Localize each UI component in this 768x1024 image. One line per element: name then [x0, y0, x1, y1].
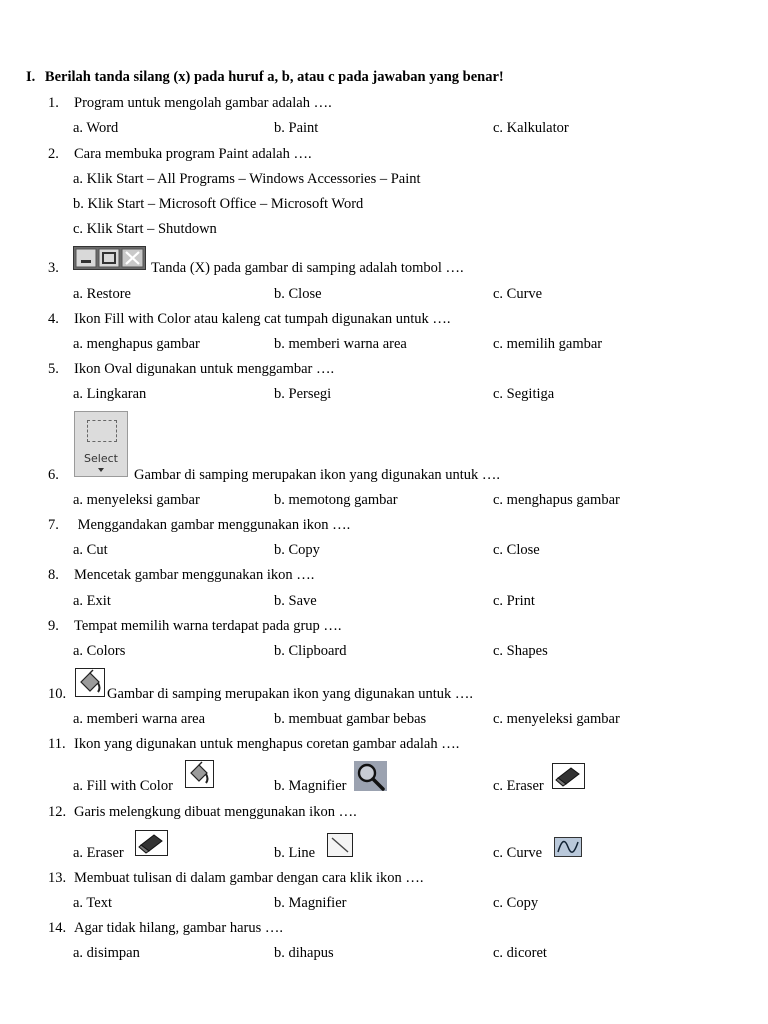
option-b[interactable]: b. membuat gambar bebas [274, 711, 427, 727]
question-13 [48, 869, 424, 887]
option-a[interactable]: a. Text [73, 895, 112, 911]
question-number: 5. [48, 361, 59, 377]
option-b[interactable]: b. Clipboard [274, 643, 347, 659]
option-c[interactable]: c. Curve [493, 845, 543, 861]
question-text: Membuat tulisan di dalam gambar dengan cara klik ikon …. [74, 870, 424, 886]
question-14 [48, 919, 283, 937]
option-c[interactable]: c. Klik Start – Shutdown [73, 221, 217, 237]
question-number: 9. [48, 618, 59, 634]
question-text: Menggandakan gambar menggunakan ikon …. [74, 517, 351, 533]
dropdown-arrow-icon [98, 468, 104, 472]
window-buttons-icon [73, 246, 146, 270]
eraser-icon [135, 830, 168, 856]
question-2 [48, 145, 312, 163]
line-tool-icon [327, 833, 353, 857]
option-a[interactable]: a. Word [73, 120, 119, 136]
option-a[interactable]: a. Cut [73, 542, 108, 558]
option-b[interactable]: b. Line [274, 845, 316, 861]
question-text: Gambar di samping merupakan ikon yang digunakan untuk …. [107, 686, 474, 702]
question-6 [48, 466, 501, 484]
question-8 [48, 566, 315, 584]
question-number: 2. [48, 146, 59, 162]
select-tool-icon [74, 411, 128, 477]
heading-number: I. [26, 69, 36, 85]
option-c[interactable]: c. Print [493, 593, 535, 609]
option-c[interactable]: c. dicoret [493, 945, 547, 961]
question-text: Ikon yang digunakan untuk menghapus coretan gambar adalah …. [74, 736, 460, 752]
heading-text: Berilah tanda silang (x) pada huruf a, b, atau c pada jawaban yang benar! [44, 69, 504, 85]
option-b[interactable]: b. Persegi [274, 386, 332, 402]
option-c[interactable]: c. Segitiga [493, 386, 555, 402]
question-4 [48, 310, 451, 328]
question-text: Program untuk mengolah gambar adalah …. [74, 95, 332, 111]
eraser-icon [552, 763, 585, 789]
option-a[interactable]: a. memberi warna area [73, 711, 206, 727]
curve-tool-icon [554, 837, 582, 857]
question-text: Cara membuka program Paint adalah …. [74, 146, 312, 162]
option-c[interactable]: c. Eraser [493, 778, 544, 794]
question-9 [48, 617, 342, 635]
question-text: Garis melengkung dibuat menggunakan ikon …. [74, 804, 357, 820]
option-c[interactable]: c. memilih gambar [493, 336, 603, 352]
fill-bucket-icon [75, 668, 105, 697]
option-c[interactable]: c. menghapus gambar [493, 492, 620, 508]
fill-bucket-icon [185, 760, 214, 788]
option-a[interactable]: a. menyeleksi gambar [73, 492, 200, 508]
option-b[interactable]: b. Paint [274, 120, 319, 136]
question-12 [48, 803, 357, 821]
option-c[interactable]: c. Copy [493, 895, 539, 911]
option-a[interactable]: a. menghapus gambar [73, 336, 200, 352]
question-number: 3. [48, 260, 59, 276]
option-a[interactable]: a. Colors [73, 643, 126, 659]
question-number: 8. [48, 567, 59, 583]
option-b[interactable]: b. Save [274, 593, 317, 609]
question-text: Ikon Fill with Color atau kaleng cat tumpah digunakan untuk …. [74, 311, 451, 327]
question-number: 13. [48, 870, 67, 886]
option-a[interactable]: a. Klik Start – All Programs – Windows Accessories – Paint [73, 171, 421, 187]
option-b[interactable]: b. Copy [274, 542, 320, 558]
question-3 [48, 259, 464, 277]
option-a[interactable]: a. Eraser [73, 845, 124, 861]
question-text: Ikon Oval digunakan untuk menggambar …. [74, 361, 335, 377]
option-b[interactable]: b. Magnifier [274, 895, 347, 911]
question-7 [48, 516, 351, 534]
option-a[interactable]: a. Fill with Color [73, 778, 173, 794]
question-number: 12. [48, 804, 67, 820]
option-c[interactable]: c. menyeleksi gambar [493, 711, 620, 727]
question-text: Gambar di samping merupakan ikon yang digunakan untuk …. [134, 467, 501, 483]
question-text: Tempat memilih warna terdapat pada grup …. [74, 618, 342, 634]
option-c[interactable]: c. Shapes [493, 643, 548, 659]
magnifier-icon [354, 761, 387, 791]
question-number: 7. [48, 517, 59, 533]
question-text: Tanda (X) pada gambar di samping adalah tombol …. [151, 260, 464, 276]
question-number: 10. [48, 686, 67, 702]
option-b[interactable]: b. Close [274, 286, 322, 302]
option-c[interactable]: c. Curve [493, 286, 543, 302]
option-b[interactable]: b. dihapus [274, 945, 334, 961]
option-c[interactable]: c. Kalkulator [493, 120, 569, 136]
question-text: Agar tidak hilang, gambar harus …. [74, 920, 283, 936]
question-text: Mencetak gambar menggunakan ikon …. [74, 567, 315, 583]
question-number: 4. [48, 311, 59, 327]
option-b[interactable]: b. memberi warna area [274, 336, 407, 352]
option-a[interactable]: a. Lingkaran [73, 386, 147, 402]
question-11 [48, 735, 460, 753]
question-5 [48, 360, 335, 378]
instruction-heading [26, 68, 504, 86]
option-c[interactable]: c. Close [493, 542, 540, 558]
option-a[interactable]: a. disimpan [73, 945, 140, 961]
question-number: 1. [48, 95, 59, 111]
option-a[interactable]: a. Restore [73, 286, 131, 302]
question-number: 14. [48, 920, 67, 936]
question-1 [48, 94, 332, 112]
option-b[interactable]: b. memotong gambar [274, 492, 398, 508]
select-icon-label: Select [84, 452, 118, 465]
option-b[interactable]: b. Magnifier [274, 778, 347, 794]
question-number: 11. [48, 736, 66, 752]
option-a[interactable]: a. Exit [73, 593, 111, 609]
question-10 [48, 685, 474, 703]
question-number: 6. [48, 467, 59, 483]
option-b[interactable]: b. Klik Start – Microsoft Office – Microsoft Word [73, 196, 364, 212]
